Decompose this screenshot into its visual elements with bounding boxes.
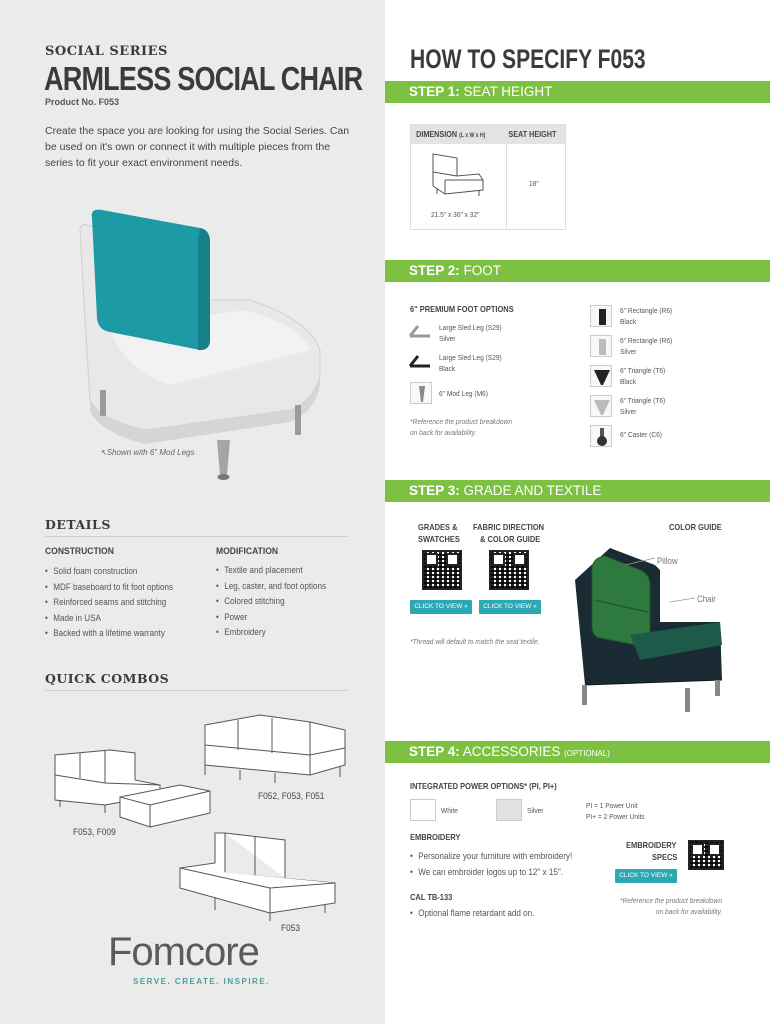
cal-heading: CAL TB-133 xyxy=(410,892,453,902)
rectangle-silver-icon xyxy=(590,335,612,357)
chair-label: Chair xyxy=(697,594,716,604)
modification-list xyxy=(216,565,338,643)
combo-label-3: F053 xyxy=(281,923,301,934)
rectangle-black-icon xyxy=(590,305,612,327)
thread-note: *Thread will default to match the seat textile. xyxy=(410,637,540,646)
foot-options-heading: 6" PREMIUM FOOT OPTIONS xyxy=(410,304,514,314)
sled-leg-black-icon xyxy=(408,352,434,370)
list-item: • Power xyxy=(216,612,326,628)
arrow-icon: ↖ xyxy=(100,448,107,457)
list-item: • Optional flame retardant add on. xyxy=(410,908,534,924)
caster-icon xyxy=(590,425,612,447)
white-swatch xyxy=(410,799,436,821)
embroidery-heading: EMBROIDERY xyxy=(410,832,461,842)
tagline: SERVE. CREATE. INSPIRE. xyxy=(133,977,270,986)
list-item: • Leg, caster, and foot options xyxy=(216,581,326,597)
list-item: • Solid foam construction xyxy=(45,566,173,582)
dimension-value: 21.5" x 36" x 32" xyxy=(431,210,480,219)
embroidery-list xyxy=(410,851,590,882)
chair-photo xyxy=(70,200,330,490)
list-item: • Colored stitching xyxy=(216,596,326,612)
seat-height-table xyxy=(410,124,566,230)
step2-banner: STEP 2: FOOT xyxy=(385,260,770,282)
seat-height-value: 18" xyxy=(529,179,539,188)
list-item: • MDF baseboard to fit foot options xyxy=(45,582,173,598)
color-guide-chair xyxy=(570,540,730,720)
series-label: SOCIAL SERIES xyxy=(45,44,168,59)
list-item: • Reinforced seams and stitching xyxy=(45,597,173,613)
list-item: • Backed with a lifetime warranty xyxy=(45,628,173,644)
details-heading: DETAILS xyxy=(45,517,111,532)
list-item: • Personalize your furniture with embroidery! xyxy=(410,851,572,867)
quick-combos-heading: QUICK COMBOS xyxy=(45,671,170,686)
silver-swatch xyxy=(496,799,522,821)
list-item: • Embroidery xyxy=(216,627,326,643)
specify-title: HOW TO SPECIFY F053 xyxy=(410,44,646,74)
list-item: • Textile and placement xyxy=(216,565,326,581)
combo-corner-drawing xyxy=(175,828,345,923)
grades-qr-code[interactable] xyxy=(422,550,462,590)
sled-leg-silver-icon xyxy=(408,322,434,340)
construction-list xyxy=(45,566,187,644)
embroidery-qr-code[interactable] xyxy=(688,840,724,870)
combo-label-1: F052, F053, F051 xyxy=(258,791,325,802)
step4-banner: STEP 4: ACCESSORIES (OPTIONAL) xyxy=(385,741,770,763)
table-header: DIMENSION (L x W x H) SEAT HEIGHT xyxy=(411,124,565,144)
pillow-label: Pillow xyxy=(657,556,678,566)
list-item: • We can embroider logos up to 12" x 15". xyxy=(410,867,572,883)
step1-banner: STEP 1: SEAT HEIGHT xyxy=(385,81,770,103)
fomcore-logo: Fomcore xyxy=(108,930,259,974)
power-options-heading: INTEGRATED POWER OPTIONS* (PI, PI+) xyxy=(410,781,557,791)
triangle-black-icon xyxy=(590,365,612,387)
cal-list xyxy=(410,908,548,924)
color-guide-label: COLOR GUIDE xyxy=(669,522,722,532)
construction-heading: CONSTRUCTION xyxy=(45,546,114,557)
step3-banner: STEP 3: GRADE AND TEXTILE xyxy=(385,480,770,502)
combo-label-2: F053, F009 xyxy=(73,827,116,838)
product-title: ARMLESS SOCIAL CHAIR xyxy=(44,60,363,97)
intro-text: Create the space you are looking for using the Social Series. Can be used on it's own or connect it with multiple pieces from the series to fit your exact environment needs. xyxy=(45,125,350,169)
fabric-view-button[interactable]: CLICK TO VIEW » xyxy=(479,600,541,614)
product-number: Product No. F053 xyxy=(45,97,120,107)
fabric-qr-code[interactable] xyxy=(489,550,529,590)
combo-sofa-drawing xyxy=(200,710,350,790)
grades-view-button[interactable]: CLICK TO VIEW » xyxy=(410,600,472,614)
list-item: • Made in USA xyxy=(45,613,173,629)
chair-line-drawing xyxy=(427,150,487,198)
details-divider xyxy=(45,536,348,537)
combos-divider xyxy=(45,690,348,691)
shown-caption: ↖Shown with 6" Mod Legs xyxy=(100,448,195,457)
triangle-silver-icon xyxy=(590,395,612,417)
combo-chair-ottoman-drawing xyxy=(50,745,215,835)
embroidery-view-button[interactable]: CLICK TO VIEW » xyxy=(615,869,677,883)
mod-leg-icon xyxy=(410,382,432,404)
modification-heading: MODIFICATION xyxy=(216,546,279,557)
